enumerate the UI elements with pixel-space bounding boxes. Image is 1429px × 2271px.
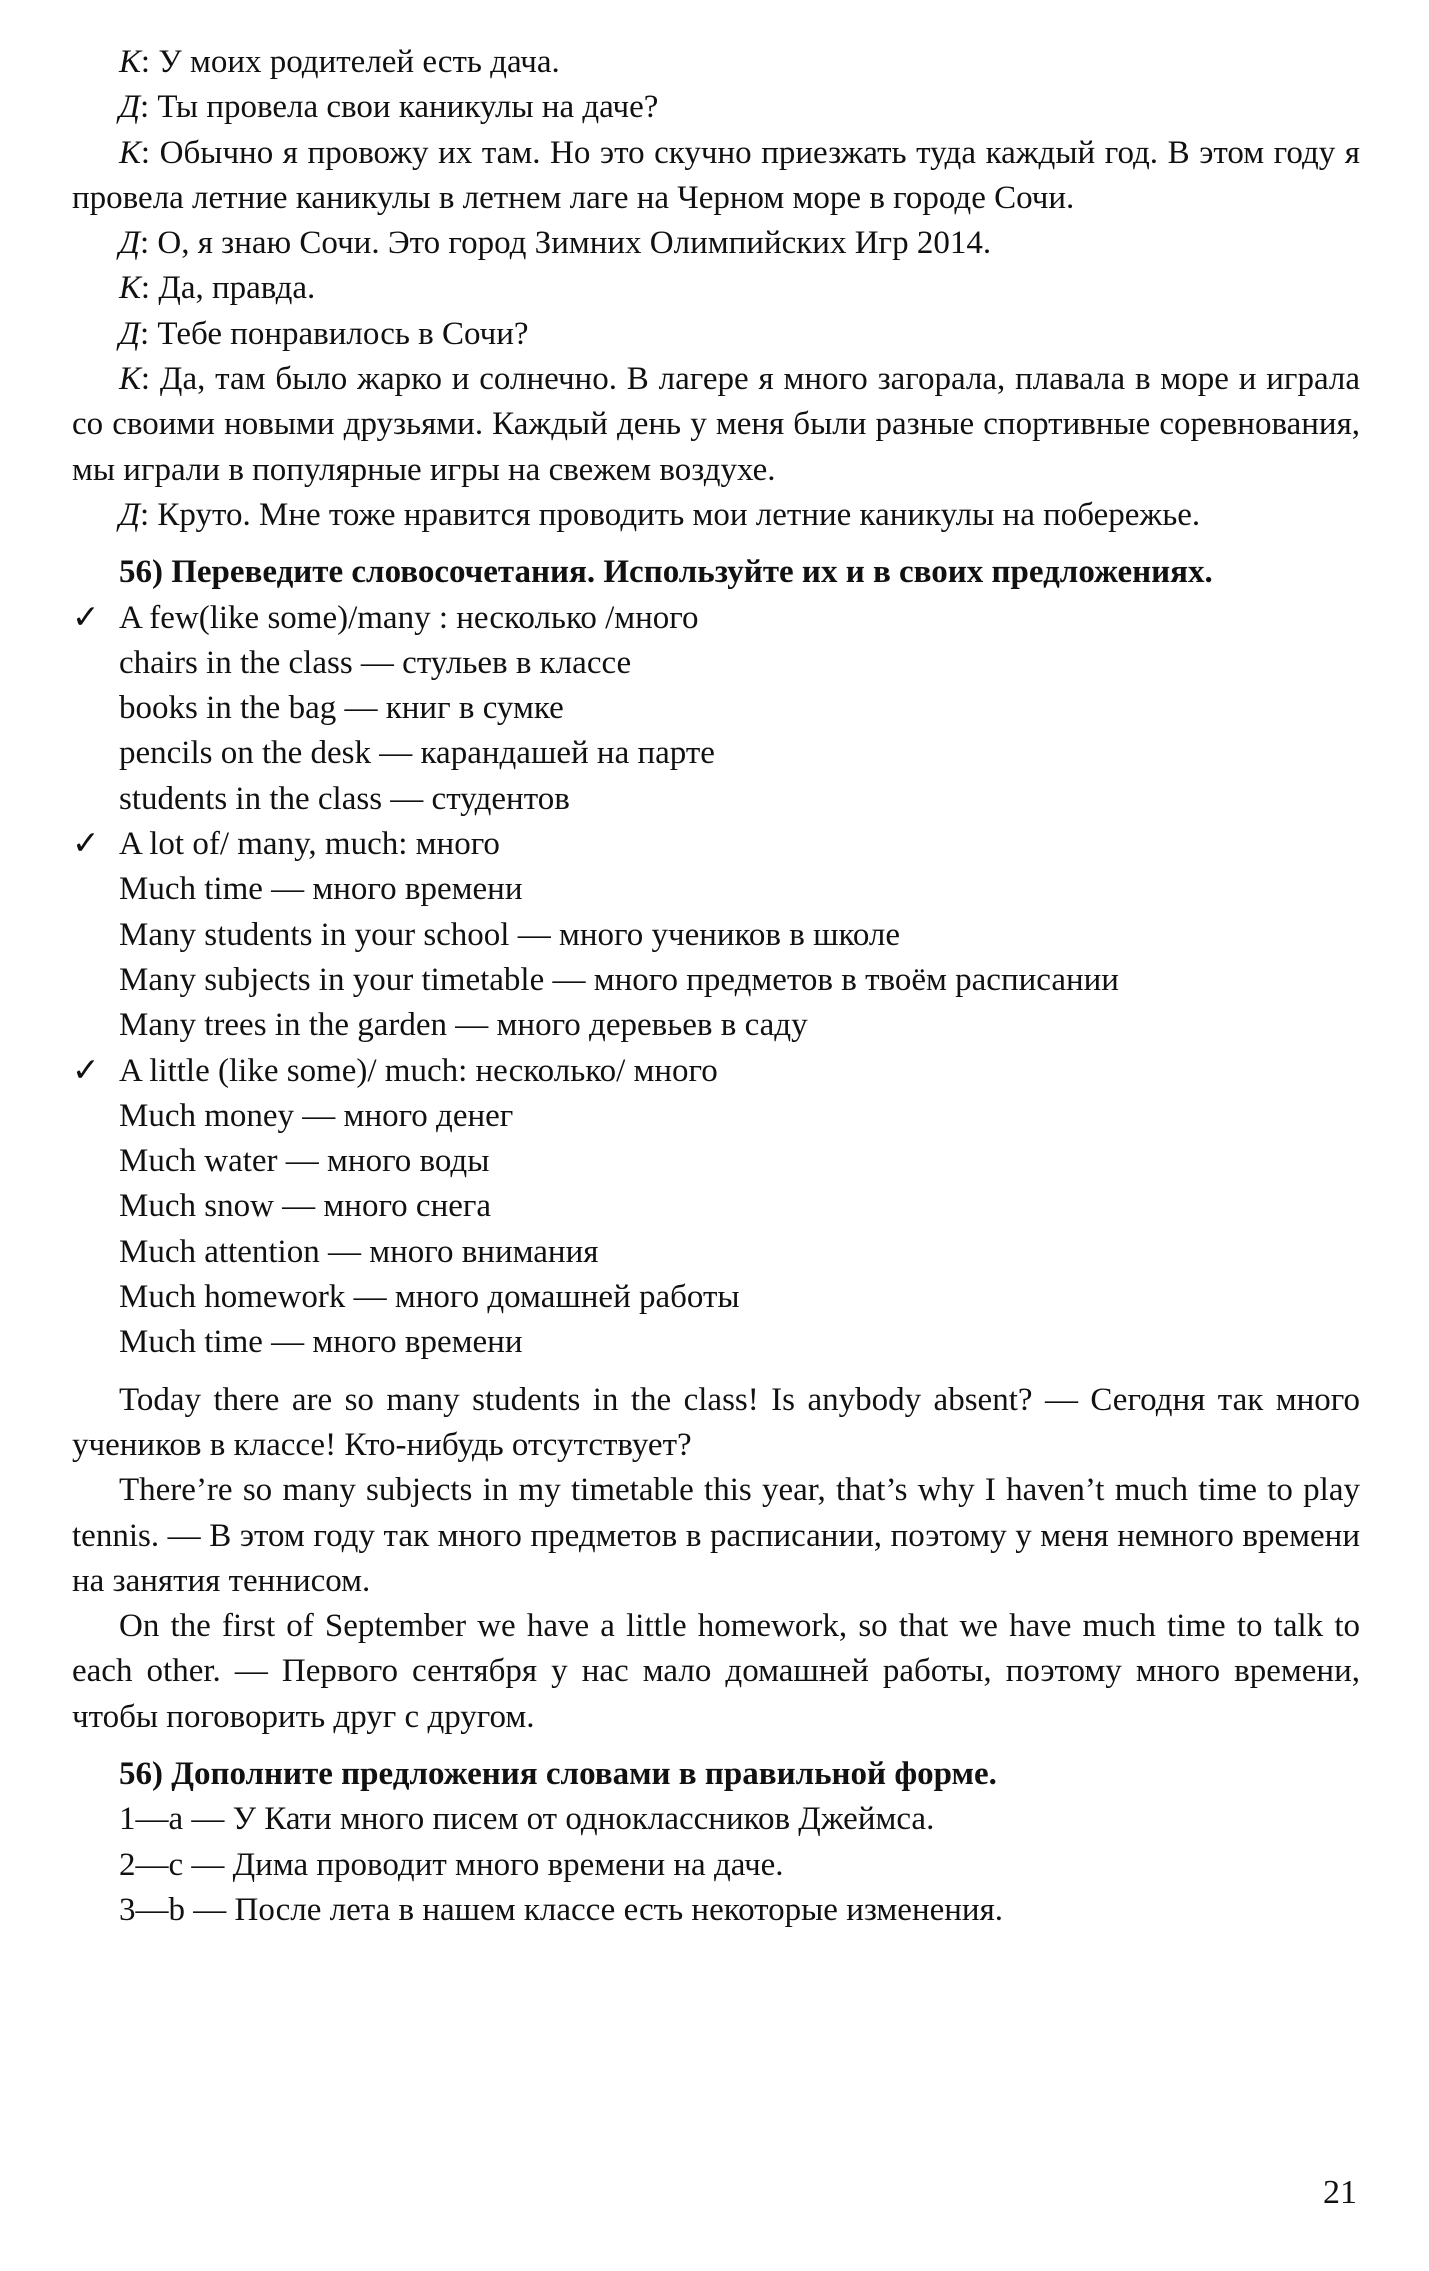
group-title-text: A little (like some)/ much: несколько/ много [119, 1052, 718, 1089]
phrase-item: Much water — много воды [119, 1143, 490, 1180]
phrase-item: Much snow — много снега [119, 1188, 492, 1225]
page-number: 21 [1323, 2174, 1357, 2211]
speaker: К [119, 361, 141, 398]
dialog-line [72, 85, 1360, 130]
phrase-item: Many trees in the garden — много деревьев в саду [119, 1007, 808, 1044]
line-text: : Ты провела свои каникулы на даче? [140, 89, 659, 126]
speaker: Д [119, 496, 140, 533]
phrase-item: Much time — много времени [119, 1324, 523, 1361]
phrase-groups [72, 596, 1360, 1366]
speaker: Д [119, 315, 140, 352]
task-heading: 56) Переведите словосочетания. Используйте их и в своих предложениях. [119, 554, 1213, 591]
speaker: К [119, 44, 141, 80]
line-text: : У моих родителей есть дача. [140, 44, 560, 80]
phrase-item: Much homework — много домашней работы [119, 1279, 740, 1316]
example-paragraph: On the first of September we have a little homework, so that we have much time to talk to each other. — Первого сентября у нас мало домашней работы, поэтому много времени, чтобы поговорить друг с другом. [72, 1608, 1360, 1735]
answer-line: 2—c — Дима проводит много времени на даче. [119, 1846, 784, 1883]
example-paragraphs [72, 1378, 1360, 1740]
checkmark-icon: ✓ [72, 1052, 100, 1089]
example-paragraph: Today there are so many students in the class! Is anybody absent? — Сегодня так много учеников в классе! Кто-нибудь отсутствует? [72, 1381, 1360, 1463]
line-text: : Обычно я провожу их там. Но это скучно приезжать туда каждый год. В этом году я провела летние каникулы в летнем лаге на Черном море в городе Сочи. [72, 134, 1360, 216]
phrase-item: students in the class — студентов [119, 780, 570, 817]
line-text: : Да, правда. [140, 270, 316, 307]
group-title-text: A few(like some)/many : несколько /много [119, 599, 699, 636]
speaker: Д [119, 225, 140, 262]
checkmark-icon: ✓ [72, 599, 100, 636]
dialog-line [72, 312, 1360, 357]
phrase-item: Much attention — много внимания [119, 1233, 599, 1270]
phrase-item: pencils on the desk — карандашей на парте [119, 735, 715, 772]
answer-line: 3—b — После лета в нашем классе есть некоторые изменения. [119, 1891, 1004, 1928]
speaker: К [119, 134, 141, 171]
phrase-item: books in the bag — книг в сумке [119, 690, 564, 727]
task-heading: 56) Дополните предложения словами в правильной форме. [119, 1755, 997, 1792]
page-content [72, 40, 1360, 1933]
speaker: Д [119, 89, 140, 126]
group-title-text: A lot of/ many, much: много [119, 826, 500, 863]
phrase-group-title [72, 822, 1360, 867]
dialog-line [72, 40, 1360, 85]
dialog-line [72, 266, 1360, 311]
phrase-group-title [72, 1049, 1360, 1094]
dialog-line [72, 221, 1360, 266]
answer-line: 1—a — У Кати много писем от одноклассников Джеймса. [119, 1801, 935, 1838]
phrase-item: chairs in the class — стульев в классе [119, 644, 632, 681]
phrase-item: Much time — много времени [119, 871, 523, 908]
speaker: К [119, 270, 141, 307]
phrase-item: Much money — много денег [119, 1097, 514, 1134]
line-text: : Тебе понравилось в Сочи? [140, 315, 529, 352]
phrase-item: Many students in your school — много учеников в школе [119, 916, 901, 953]
checkmark-icon: ✓ [72, 826, 100, 863]
dialog [72, 40, 1360, 538]
line-text: : Да, там было жарко и солнечно. В лагере я много загорала, плавала в море и играла со своими новыми друзьями. Каждый день у меня были разные спортивные соревнования, мы играли в популярные игры на свежем воздухе. [72, 361, 1360, 488]
phrase-item: Many subjects in your timetable — много предметов в твоём расписании [119, 961, 1119, 998]
line-text: : О, я знаю Сочи. Это город Зимних Олимпийских Игр 2014. [140, 225, 992, 262]
phrase-group-title [72, 596, 1360, 641]
line-text: : Круто. Мне тоже нравится проводить мои летние каникулы на побережье. [140, 496, 1201, 533]
example-paragraph: There’re so many subjects in my timetable this year, that’s why I haven’t much time to play tennis. — В этом году так много предметов в расписании, поэтому у меня немного времени на занятия теннисом. [72, 1472, 1360, 1599]
dialog-line [72, 493, 1360, 538]
dialog-line [72, 357, 1360, 493]
dialog-line [72, 131, 1360, 222]
